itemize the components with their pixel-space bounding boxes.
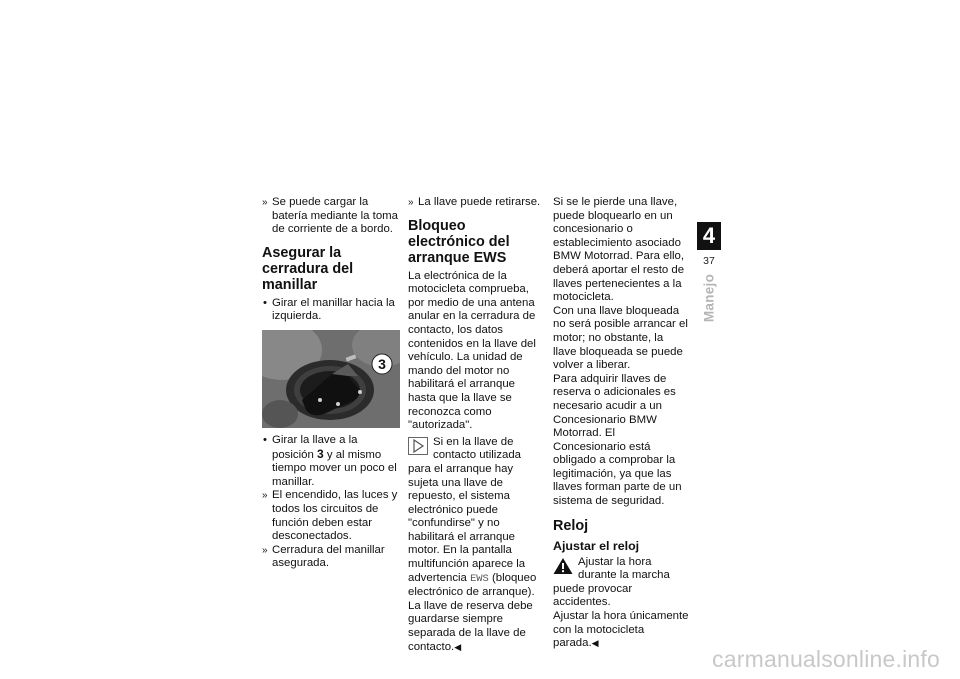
heading-steering-lock: Asegurar la cerradura del manillar <box>262 244 354 293</box>
paragraph: Ajustar la hora únicamente con la motocicleta parada.◀ <box>553 610 689 650</box>
photo-callout-3: 3 <box>378 355 386 372</box>
paragraph: Para adquirir llaves de reserva o adicionales es necesario acudir a un Concesionario BMW Motorrad. El Concesionario está obligado a comprobar la legitimación, ya que las llaves forman parte de un sistema de seguridad. <box>553 372 682 508</box>
result-item: » Cerradura del manillar asegurada. <box>262 544 400 571</box>
result-item: » El encendido, las luces y todos los circuitos de función deben estar desconectados. <box>262 489 400 543</box>
note-block <box>408 436 546 600</box>
note-play-icon <box>408 437 428 455</box>
section-name: Manejo <box>701 273 717 323</box>
ews-code: EWS <box>470 572 489 585</box>
watermark: carmanualsonline.info <box>712 646 940 672</box>
warning-triangle-icon <box>553 557 573 575</box>
paragraph: Con una llave bloqueada no será posible arrancar el motor; no obstante, la llave bloqueada se puede volver a liberar. <box>553 304 688 372</box>
chapter-number: 4 <box>697 222 721 250</box>
subheading-set-clock: Ajustar el reloj <box>553 538 640 553</box>
chapter-sidebar <box>697 222 721 267</box>
section-label <box>697 268 721 328</box>
paragraph: La electrónica de la motocicleta comprueba, por medio de una antena anular en la cerradura de contacto, los datos contenidos en la llave del vehículo. La unidad de mando del motor no habilitará el arranque hasta que la llave se reconozca como "autorizada". <box>408 269 536 432</box>
position-number: 3 <box>316 446 324 461</box>
warning-block <box>553 556 689 610</box>
paragraph: La llave de reserva debe guardarse siempre separada de la llave de contacto.◀ <box>408 599 533 653</box>
ignition-lock-photo <box>262 330 400 428</box>
paragraph: Si se le pierde una llave, puede bloquearlo en un concesionario o establecimiento asociado BMW Motorrad. Para ello, deberá aportar el resto de llaves pertenecientes a la motocicleta. <box>553 196 685 304</box>
warning-text: Ajustar la hora durante la marcha puede provocar accidentes. <box>553 555 670 609</box>
heading-ews: Bloqueo electrónico del arranque EWS <box>408 217 510 266</box>
end-triangle-icon: ◀ <box>591 638 599 649</box>
end-triangle-icon: ◀ <box>454 641 462 652</box>
step-item: • Girar el manillar hacia la izquierda. <box>262 297 400 324</box>
column-3 <box>553 196 689 651</box>
heading-clock: Reloj <box>553 517 589 534</box>
note-text: Si en la llave de contacto utilizada para el arranque hay sujeta una llave de repuesto, el sistema electrónico puede "confundirse" y no habilitará el arranque motor. En la pantalla multifunción aparece la advertencia EWS (bloqueo electrónico de arranque). <box>408 435 537 599</box>
step-item: • Girar la llave a la posición 3 y al mismo tiempo mover un poco el manillar. <box>262 434 400 489</box>
column-1 <box>262 196 400 571</box>
column-2 <box>408 196 546 654</box>
result-item: » La llave puede retirarse. <box>408 196 546 210</box>
result-item: » Se puede cargar la batería mediante la toma de corriente de a bordo. <box>262 196 400 237</box>
page-number: 37 <box>703 255 715 267</box>
